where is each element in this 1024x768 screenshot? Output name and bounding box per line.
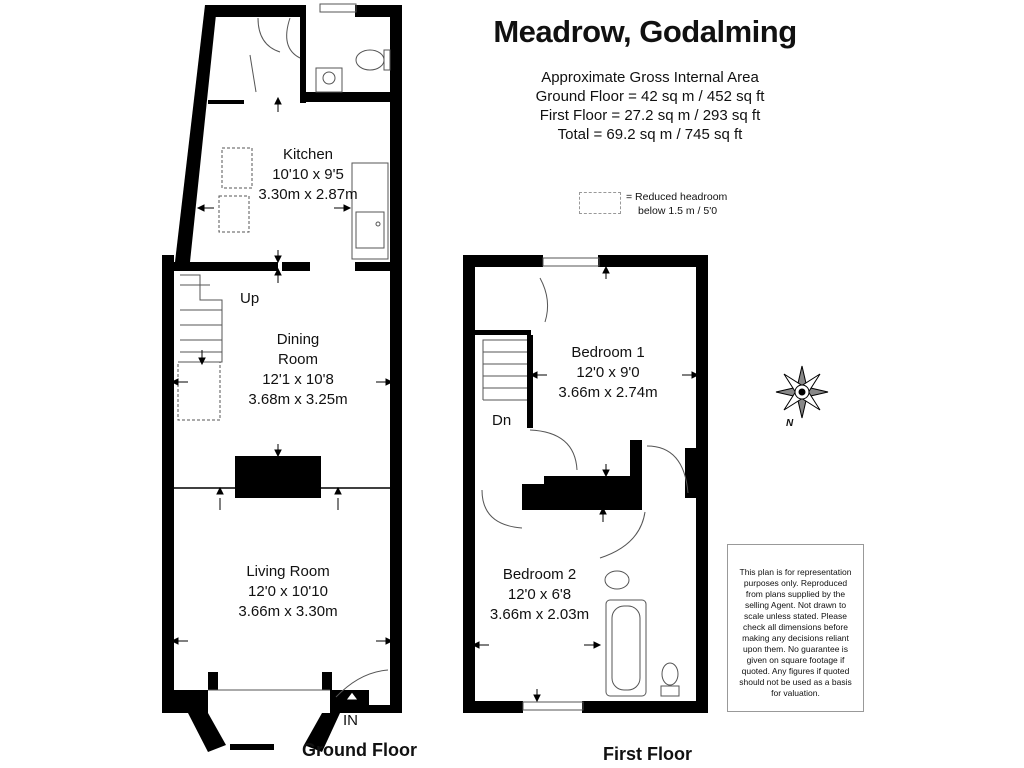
reduced-headroom-legend-swatch [579, 192, 621, 214]
gross-area-summary [500, 68, 800, 144]
entrance-label: IN [343, 712, 358, 729]
room-imperial: 12'0 x 10'10 [248, 583, 328, 600]
north-label: N [786, 418, 794, 429]
area-total: Total = 69.2 sq m / 745 sq ft [557, 126, 743, 143]
room-living [208, 562, 368, 622]
room-imperial: 12'0 x 9'0 [576, 364, 640, 381]
room-name: Kitchen [282, 146, 334, 163]
room-name: Bedroom 1 [571, 344, 645, 361]
compass-rose [776, 366, 828, 418]
room-kitchen [238, 145, 378, 205]
room-metric: 3.66m x 3.30m [238, 603, 338, 620]
area-heading: Approximate Gross Internal Area [541, 69, 759, 86]
room-metric: 3.66m x 2.74m [558, 384, 658, 401]
first-floor-label: First Floor [603, 744, 692, 764]
room-metric: 3.68m x 3.25m [248, 391, 348, 408]
room-imperial: 12'0 x 6'8 [507, 586, 572, 603]
stairs-up-label: Up [240, 290, 260, 307]
page-title: Meadrow, Godalming [493, 14, 797, 49]
disclaimer-box [727, 544, 864, 712]
disclaimer-text: This plan is for representation purposes only. Reproduced from plans supplied by the selling Agent. Not drawn to scale unless stated. Please check all dimensions before making any decisions reliant upon them. No guarantee is given on square footage if quoted. Any figures if quoted should not be used as a basis for valuation. [739, 567, 852, 698]
room-imperial: 12'1 x 10'8 [262, 371, 334, 388]
room-bedroom-2 [472, 565, 607, 625]
room-name-line-2: Room [277, 351, 318, 368]
stairs-down-label: Dn [492, 412, 512, 429]
room-name: Living Room [246, 563, 330, 580]
room-metric: 3.30m x 2.87m [258, 186, 358, 203]
first-floor-walls [463, 255, 708, 713]
reduced-headroom-legend [626, 190, 727, 218]
room-name-line-1: Dining [276, 331, 320, 348]
room-metric: 3.66m x 2.03m [489, 606, 590, 623]
area-ground-floor: Ground Floor = 42 sq m / 452 sq ft [535, 88, 765, 105]
room-name: Bedroom 2 [502, 566, 577, 583]
legend-line-1: = Reduced headroom [626, 191, 728, 203]
room-dining [228, 330, 368, 410]
room-imperial: 10'10 x 9'5 [272, 166, 344, 183]
area-first-floor: First Floor = 27.2 sq m / 293 sq ft [539, 107, 761, 124]
legend-line-2: below 1.5 m / 5'0 [638, 205, 718, 217]
ground-floor-label: Ground Floor [302, 740, 417, 760]
room-bedroom-1 [538, 343, 678, 403]
